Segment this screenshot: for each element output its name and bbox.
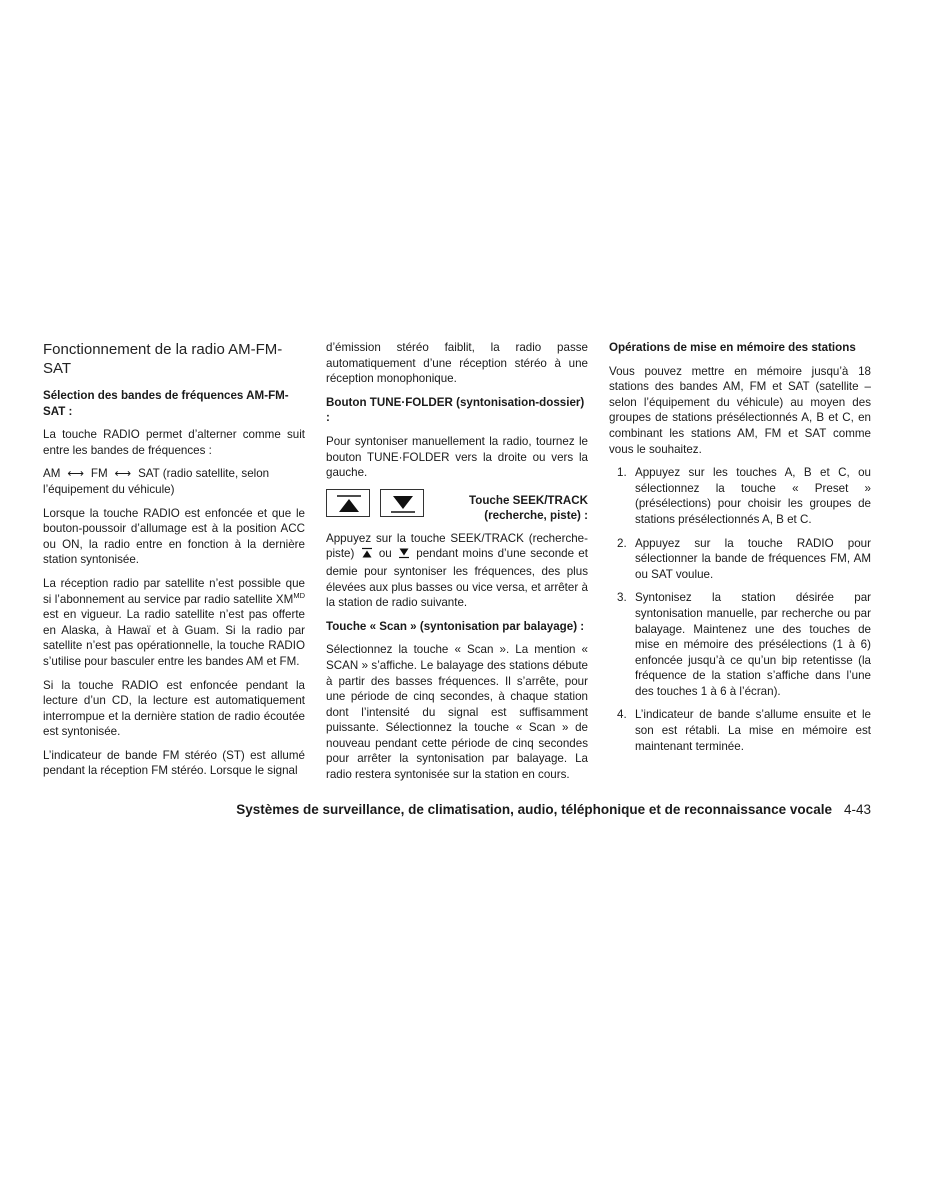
heading-memory: Opérations de mise en mémoire des stations — [609, 341, 856, 354]
column-3 — [609, 340, 871, 762]
band-am: AM — [43, 467, 61, 481]
band-sequence — [43, 466, 305, 497]
paragraph-ignition: Lorsque la touche RADIO est enfoncée et que le bouton-poussoir d’allumage est à la position ACC ou ON, la radio entre en fonction à la dernière station syntonisée. — [43, 506, 305, 567]
seek-track-header — [326, 489, 588, 523]
seek-up-icon — [326, 489, 370, 517]
paragraph-seek: Appuyez sur la touche SEEK/TRACK (recherche-piste) ou pendant moins d’une seconde et demie pour syntoniser les fréquences, des plus élevées aux plus basses ou vice versa, et arrêter à la station de radio suivante. — [326, 531, 588, 610]
double-arrow-icon: ⟷ — [67, 467, 84, 481]
list-item: 3. Syntonisez la station désirée par syntonisation manuelle, par recherche ou par balayage. Maintenez une des touches de mise en mémoire des présélections (1 à 6) enfoncée jusqu’à ce qu’un bip retentisse (la fréquence de la station s’affiche dans l’une des touches 1 à 6 à l’écran). — [617, 591, 871, 698]
chapter-title: Systèmes de surveillance, de climatisation, audio, téléphonique et de reconnaissance vocale — [236, 802, 832, 817]
paragraph-cd: Si la touche RADIO est enfoncée pendant la lecture d’un CD, la lecture est automatiquement interrompue et la dernière station de radio écoutée est syntonisée. — [43, 678, 305, 739]
page-number: 4-43 — [843, 802, 871, 817]
paragraph-stereo-continued: d’émission stéréo faiblit, la radio passe automatiquement d’une réception stéréo à une réception monophonique. — [326, 341, 588, 386]
paragraph-satellite: La réception radio par satellite n’est possible que si l’abonnement au service par radio satellite $XM^{MD}$ est en vigueur. La radio satellite n’est pas offerte en Alaska, à Hawaï et à Guam. Si la radio par satellite n’est pas opérationnelle, la touche RADIO s’utilise pour basculer entre les bandes AM et FM. — [43, 576, 305, 668]
heading-tune-folder: Bouton TUNE·FOLDER (syntonisation-dossier) : — [326, 395, 585, 425]
seek-down-small-icon — [398, 547, 410, 564]
section-title: Fonctionnement de la radio AM-FM-SAT — [43, 341, 283, 377]
paragraph-tune: Pour syntoniser manuellement la radio, tournez le bouton TUNE·FOLDER vers la droite ou vers la gauche. — [326, 434, 588, 480]
double-arrow-icon: ⟷ — [114, 467, 132, 481]
list-item: 2. Appuyez sur la touche RADIO pour sélectionner la bande de fréquences FM, AM ou SAT voulue. — [617, 536, 871, 581]
page-footer — [43, 801, 871, 819]
heading-band-selection: Sélection des bandes de fréquences AM-FM-SAT : — [43, 389, 289, 418]
list-item: 4. L’indicateur de bande s’allume ensuite et le son est rétabli. La mise en mémoire est maintenant terminée. — [617, 708, 871, 753]
paragraph-stereo-indicator: L’indicateur de bande FM stéréo (ST) est allumé pendant la réception FM stéréo. Lorsque le signal — [43, 748, 305, 778]
paragraph-memory: Vous pouvez mettre en mémoire jusqu’à 18 stations des bandes AM, FM et SAT (satellite – selon l’équipement du véhicule) au moyen des groupes de stations présélectionnés A, B et C, en combinant les stations AM, FM et SAT comme vous le souhaitez. — [609, 364, 871, 456]
seek-track-label: Touche SEEK/TRACK (recherche, piste) : — [469, 493, 588, 523]
paragraph-radio-button: La touche RADIO permet d’alterner comme suit entre les bandes de fréquences : — [43, 428, 305, 457]
seek-up-small-icon — [361, 547, 373, 564]
column-2 — [326, 340, 588, 791]
seek-down-icon — [380, 489, 424, 517]
paragraph-scan: Sélectionnez la touche « Scan ». La mention « SCAN » s’affiche. Le balayage des stations débute à partir des basses fréquences. Il s’arrête, pour une période de cinq secondes, à chaque station dont l’intensité du signal est suffisamment puissante. Sélectionnez la touche « Scan » de nouveau pendant cette période de cinq secondes pour arrêter la syntonisation par balayage. La radio restera syntonisée sur la station en cours. — [326, 643, 588, 782]
list-item: 1. Appuyez sur les touches A, B et C, ou sélectionnez la touche « Preset » (présélections) pour choisir les groupes de stations présélectionnés A, B et C. — [617, 466, 871, 526]
column-1 — [43, 340, 305, 787]
memory-steps-list — [609, 465, 871, 754]
band-sat: SAT (radio satellite, selon l’équipement du véhicule) — [43, 467, 270, 496]
heading-scan: Touche « Scan » (syntonisation par balayage) : — [326, 619, 585, 633]
band-fm: FM — [90, 467, 108, 481]
trademark-superscript: MD — [293, 590, 305, 600]
